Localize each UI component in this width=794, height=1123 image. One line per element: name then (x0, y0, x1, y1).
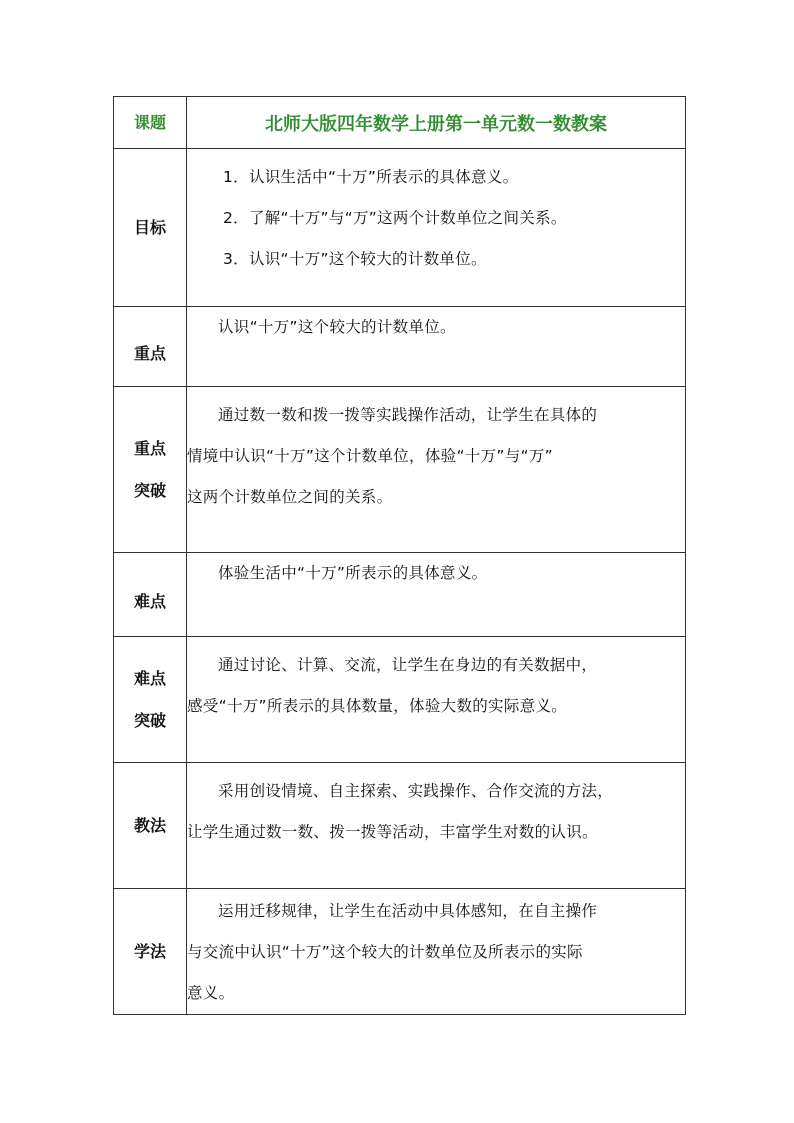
teaching-method-line-2: 让学生通过数一数、拨一拨等活动，丰富学生对数的认识。 (187, 823, 598, 841)
difficulty-row (114, 553, 686, 637)
difficulty-breakthrough-content (187, 637, 686, 763)
header-row (114, 97, 686, 149)
key-breakthrough-line-3: 这两个计数单位之间的关系。 (187, 488, 393, 506)
subject-label: 课题 (114, 97, 187, 149)
learning-method-label: 学法 (114, 889, 187, 1015)
goals-content (187, 149, 686, 307)
difficulty-breakthrough-line-2: 感受“十万”所表示的具体数量，体验大数的实际意义。 (187, 697, 568, 715)
goals-label: 目标 (114, 149, 187, 307)
key-breakthrough-label-2: 突破 (133, 480, 166, 500)
difficulty-text: 体验生活中“十万”所表示的具体意义。 (218, 564, 488, 582)
lesson-plan-table (113, 96, 686, 1015)
key-row (114, 307, 686, 387)
page-title: 北师大版四年数学上册第一单元数一数教案 (187, 97, 686, 149)
goal-item-2: 2．了解“十万”与“万”这两个计数单位之间关系。 (223, 209, 567, 227)
learning-method-row (114, 889, 686, 1015)
teaching-method-label: 教法 (114, 763, 187, 889)
learning-method-line-3: 意义。 (187, 984, 235, 1002)
learning-method-line-1: 运用迁移规律，让学生在活动中具体感知，在自主操作 (218, 902, 598, 920)
key-breakthrough-row (114, 387, 686, 553)
key-content (187, 307, 686, 387)
key-text: 认识“十万”这个较大的计数单位。 (218, 318, 456, 336)
teaching-method-line-1: 采用创设情境、自主探索、实践操作、合作交流的方法， (218, 782, 614, 800)
learning-method-content (187, 889, 686, 1015)
key-breakthrough-label-1: 重点 (133, 438, 166, 458)
key-label: 重点 (114, 307, 187, 387)
goals-row (114, 149, 686, 307)
key-breakthrough-content (187, 387, 686, 553)
key-breakthrough-line-1: 通过数一数和拨一拨等实践操作活动，让学生在具体的 (218, 406, 598, 424)
difficulty-label: 难点 (114, 553, 187, 637)
difficulty-breakthrough-row (114, 637, 686, 763)
key-breakthrough-line-2: 情境中认识“十万”这个计数单位，体验“十万”与“万” (187, 447, 553, 465)
teaching-method-content (187, 763, 686, 889)
key-breakthrough-label (114, 387, 187, 553)
goal-item-1: 1．认识生活中“十万”所表示的具体意义。 (223, 168, 519, 186)
difficulty-breakthrough-label (114, 637, 187, 763)
difficulty-breakthrough-label-1: 难点 (133, 668, 166, 688)
goal-item-3: 3．认识“十万”这个较大的计数单位。 (223, 250, 487, 268)
learning-method-line-2: 与交流中认识“十万”这个较大的计数单位及所表示的实际 (187, 943, 583, 961)
difficulty-breakthrough-line-1: 通过讨论、计算、交流，让学生在身边的有关数据中， (218, 656, 598, 674)
difficulty-content (187, 553, 686, 637)
difficulty-breakthrough-label-2: 突破 (133, 710, 166, 730)
teaching-method-row (114, 763, 686, 889)
